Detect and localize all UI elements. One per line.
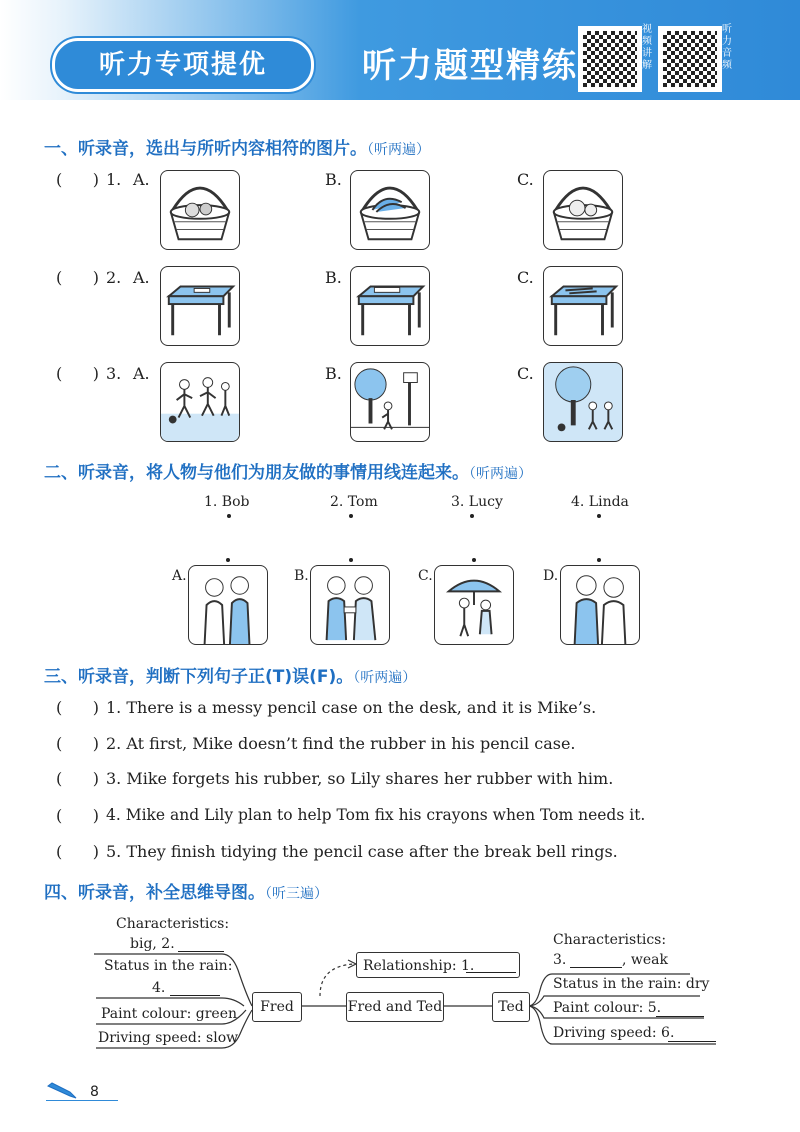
question-number: 3.	[106, 364, 122, 383]
blank-4[interactable]	[170, 995, 220, 996]
relationship-node: Relationship: 1.	[356, 952, 520, 978]
option-label: C.	[517, 364, 534, 383]
fred-rain-title: Status in the rain:	[104, 958, 233, 974]
ted-char-title: Characteristics:	[553, 932, 667, 948]
ted-rain: Status in the rain: dry	[553, 976, 710, 992]
option-label: A.	[133, 170, 150, 189]
center-node: Fred and Ted	[346, 992, 444, 1022]
section-pill: 听力专项提优	[52, 38, 314, 92]
page-title: 听力题型精练	[362, 46, 578, 86]
statement-item: 1. There is a messy pencil case on the desk, and it is Mike’s.	[106, 698, 597, 717]
blank-2[interactable]	[178, 951, 224, 952]
section3-heading: 三、听录音，判断下列句子正(T)误(F)。（听两遍）	[44, 667, 417, 687]
blank-3[interactable]	[570, 967, 622, 968]
blank-5[interactable]	[656, 1016, 704, 1017]
picture-label: B.	[294, 568, 309, 584]
ted-paint: Paint colour: 5.	[553, 1000, 662, 1016]
question-number: 2.	[106, 268, 122, 287]
answer-bracket[interactable]: ( )	[56, 734, 99, 753]
section1-heading: 一、听录音，选出与所听内容相符的图片。（听两遍）	[44, 139, 430, 159]
qr1-label: 视频讲解	[642, 24, 652, 71]
answer-bracket[interactable]: ( )	[56, 769, 99, 788]
ted-char-suffix: , weak	[622, 952, 668, 968]
section2-heading: 二、听录音，将人物与他们为朋友做的事情用线连起来。（听两遍）	[44, 463, 532, 483]
person-name: 4. Linda	[571, 494, 629, 510]
option-label: A.	[133, 364, 150, 383]
fred-char-title: Characteristics:	[116, 916, 230, 932]
footer-rule	[46, 1100, 118, 1101]
answer-bracket[interactable]: ( )	[56, 806, 99, 825]
statement-item: 3. Mike forgets his rubber, so Lily shares her rubber with him.	[106, 769, 614, 788]
picture-label: A.	[172, 568, 187, 584]
ted-speed: Driving speed: 6.	[553, 1025, 675, 1041]
question-number: 1.	[106, 170, 122, 189]
fred-rain-value: 4.	[152, 980, 166, 996]
answer-bracket[interactable]: ( )	[56, 698, 99, 717]
option-label: A.	[133, 268, 150, 287]
picture-label: D.	[543, 568, 559, 584]
answer-bracket[interactable]: ( )	[56, 170, 99, 189]
ted-char-value: 3.	[553, 952, 567, 968]
fred-speed: Driving speed: slow	[98, 1030, 239, 1046]
statement-item: 2. At first, Mike doesn’t find the rubber in his pencil case.	[106, 734, 576, 753]
statement-item: 4. Mike and Lily plan to help Tom fix his crayons when Tom needs it.	[106, 806, 646, 824]
answer-bracket[interactable]: ( )	[56, 268, 99, 287]
answer-bracket[interactable]: ( )	[56, 364, 99, 383]
answer-bracket[interactable]: ( )	[56, 842, 99, 861]
page-number: 8	[90, 1084, 99, 1100]
person-name: 2. Tom	[330, 494, 378, 510]
section4-heading: 四、听录音，补全思维导图。（听三遍）	[44, 883, 328, 903]
blank-6[interactable]	[668, 1041, 716, 1042]
option-label: B.	[325, 170, 342, 189]
person-name: 1. Bob	[204, 494, 250, 510]
option-label: C.	[517, 170, 534, 189]
fred-node: Fred	[252, 992, 302, 1022]
option-label: B.	[325, 364, 342, 383]
picture-label: C.	[418, 568, 433, 584]
blank-1[interactable]	[466, 972, 516, 973]
option-label: C.	[517, 268, 534, 287]
option-label: B.	[325, 268, 342, 287]
pencil-icon	[46, 1082, 80, 1100]
qr2-label: 听力音频	[722, 24, 732, 71]
fred-paint: Paint colour: green	[101, 1006, 238, 1022]
person-name: 3. Lucy	[451, 494, 503, 510]
ted-node: Ted	[492, 992, 530, 1022]
fred-char-value: big, 2.	[130, 936, 175, 952]
statement-item: 5. They finish tidying the pencil case after the break bell rings.	[106, 842, 618, 861]
